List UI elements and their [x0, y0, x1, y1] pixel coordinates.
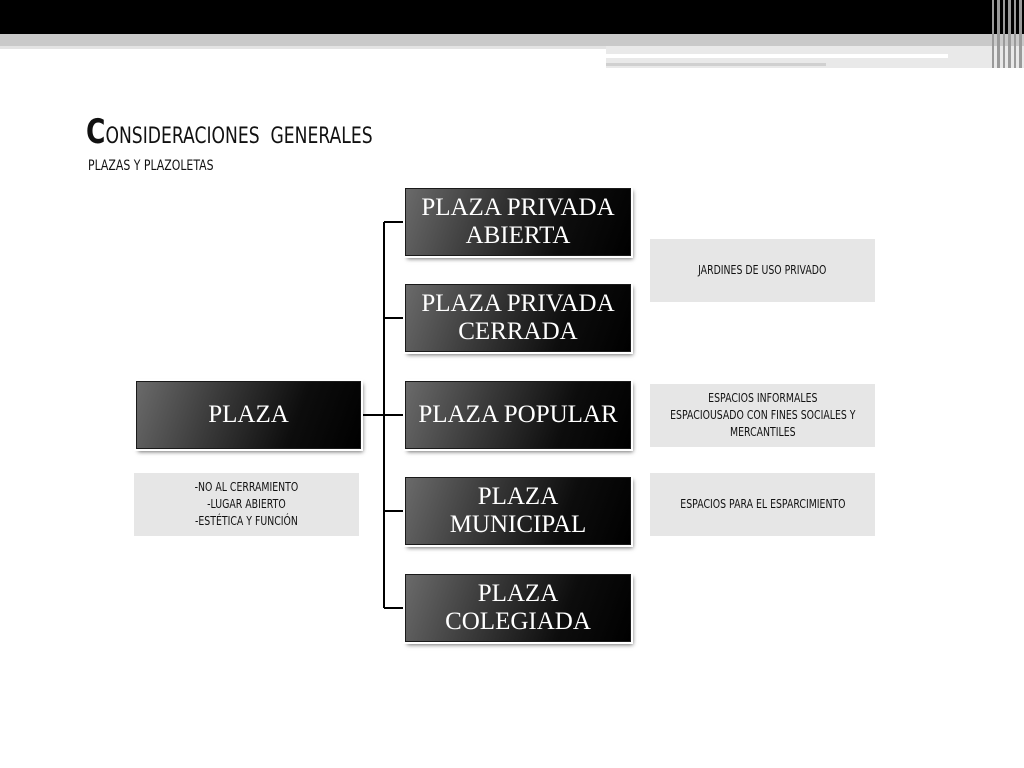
note-plaza-municipal	[650, 473, 875, 536]
node-label	[413, 290, 622, 346]
node-label	[442, 483, 595, 539]
node-plaza-popular	[405, 381, 631, 449]
node-plaza-municipal	[405, 477, 631, 545]
node-plaza-colegiada	[405, 574, 631, 642]
note-line: -ESTÉTICA Y FUNCIÓN	[195, 514, 298, 528]
node-label-line: PLAZA	[477, 483, 559, 510]
node-label-line: PLAZA PRIVADA	[421, 194, 615, 221]
note-text	[698, 262, 826, 279]
node-label-line: COLEGIADA	[445, 608, 591, 635]
note-line: ESPACIOS PARA EL ESPARCIMIENTO	[679, 497, 846, 511]
node-plaza	[136, 381, 361, 449]
note-line: MERCANTILES	[729, 425, 796, 439]
node-label: PLAZA	[208, 401, 289, 428]
note-plaza-popular	[650, 384, 875, 447]
note-line: -LUGAR ABIERTO	[207, 497, 286, 511]
node-label	[410, 401, 625, 429]
note-text	[670, 390, 855, 441]
title-rest: ONSIDERACIONES GENERALES	[105, 124, 373, 149]
node-label	[437, 580, 599, 636]
slide-subtitle: PLAZAS Y PLAZOLETAS	[88, 158, 214, 174]
note-text	[680, 496, 845, 513]
note-line: ESPACIOUSADO CON FINES SOCIALES Y	[669, 408, 856, 422]
node-label-line: MUNICIPAL	[449, 511, 587, 538]
node-plaza-privada-cerrada	[405, 284, 631, 352]
note-line: -NO AL CERRAMIENTO	[194, 480, 299, 494]
note-line: JARDINES DE USO PRIVADO	[698, 263, 827, 277]
node-label-line: CERRADA	[458, 318, 578, 345]
node-label-line: PLAZA PRIVADA	[421, 290, 615, 317]
note-text	[195, 479, 299, 530]
note-plaza	[134, 473, 359, 536]
node-label	[413, 194, 622, 250]
node-label-line: ABIERTA	[465, 222, 571, 249]
node-plaza-privada-abierta	[405, 188, 631, 256]
note-line: ESPACIOS INFORMALES	[707, 391, 818, 405]
note-plaza-privada-abierta	[650, 239, 875, 302]
node-label-line: PLAZA POPULAR	[418, 401, 618, 428]
title-initial: C	[86, 112, 106, 152]
node-label-line: PLAZA	[477, 580, 559, 607]
